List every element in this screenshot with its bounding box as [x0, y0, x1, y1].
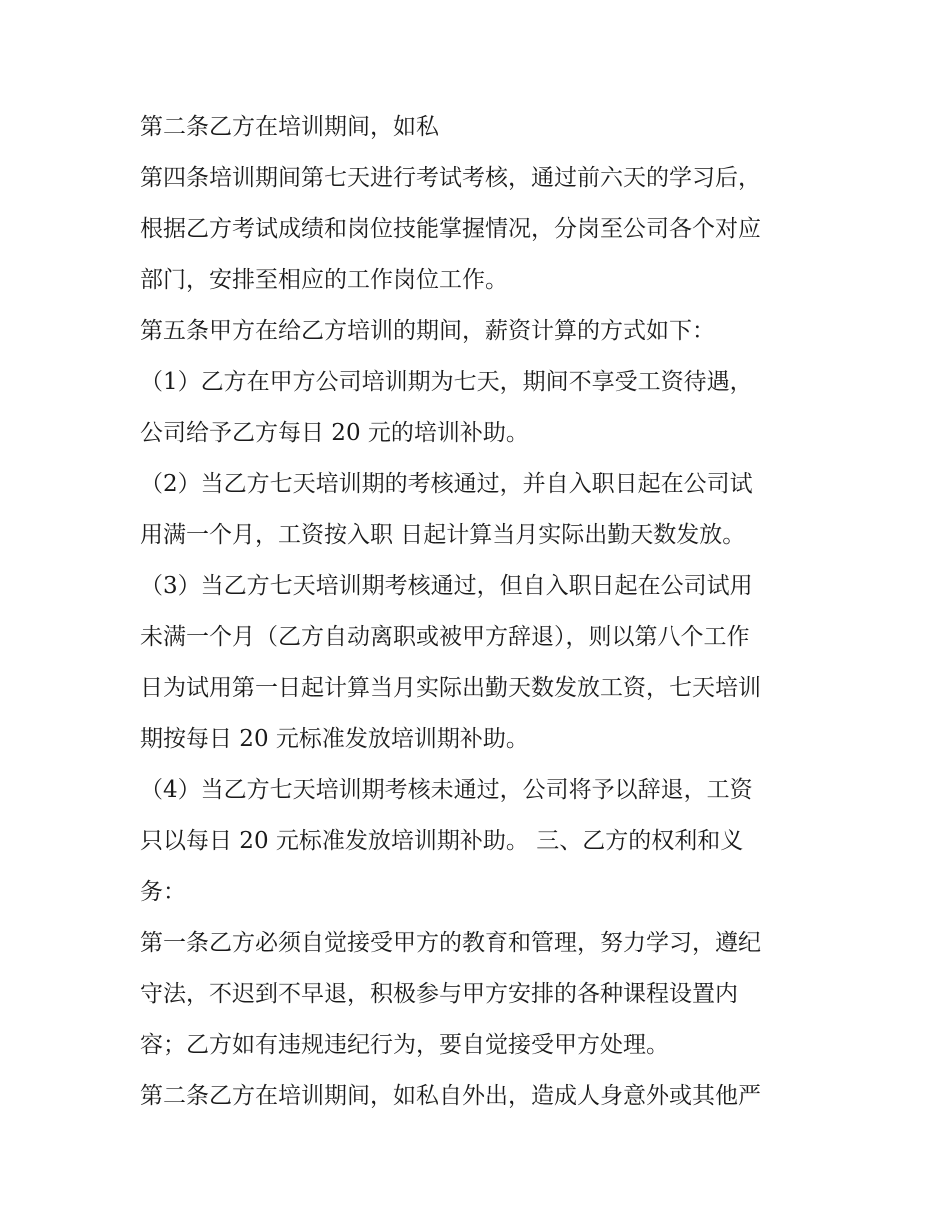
- text-line: （1）乙方在甲方公司培训期为七天，期间不享受工资待遇，: [140, 369, 753, 395]
- text-line: 部门，安排至相应的工作岗位工作。: [140, 267, 508, 293]
- text-line: 第一条乙方必须自觉接受甲方的教育和管理，努力学习，遵纪: [140, 930, 761, 956]
- text-line: 未满一个月（乙方自动离职或被甲方辞退），则以第八个工作: [140, 624, 750, 650]
- text-line: 根据乙方考试成绩和岗位技能掌握情况，分岗至公司各个对应: [140, 216, 761, 242]
- text-line: 务：: [140, 879, 186, 905]
- text-line: 只以每日 20 元标准发放培训期补助。 三、乙方的权利和义: [140, 828, 744, 854]
- text-line: 用满一个月，工资按入职 日起计算当月实际出勤天数发放。: [140, 522, 746, 548]
- text-line: （4）当乙方七天培训期考核未通过，公司将予以辞退，工资: [140, 777, 753, 803]
- document-body: [140, 102, 820, 1122]
- text-line: 守法，不迟到不早退，积极参与甲方安排的各种课程设置内: [140, 981, 738, 1007]
- text-line: 日为试用第一日起计算当月实际出勤天数发放工资，七天培训: [140, 675, 761, 701]
- text-line: 第二条乙方在培训期间，如私自外出，造成人身意外或其他严: [140, 1083, 761, 1109]
- text-line: 公司给予乙方每日 20 元的培训补助。: [140, 420, 529, 446]
- text-line: 第四条培训期间第七天进行考试考核，通过前六天的学习后，: [140, 165, 761, 191]
- text-line: 第二条乙方在培训期间，如私: [140, 114, 439, 140]
- text-line: 容；乙方如有违规违纪行为，要自觉接受甲方处理。: [140, 1032, 669, 1058]
- text-line: （2）当乙方七天培训期的考核通过，并自入职日起在公司试: [140, 471, 753, 497]
- text-line: （3）当乙方七天培训期考核通过，但自入职日起在公司试用: [140, 573, 753, 599]
- text-line: 第五条甲方在给乙方培训的期间，薪资计算的方式如下：: [140, 318, 715, 344]
- text-line: 期按每日 20 元标准发放培训期补助。: [140, 726, 529, 752]
